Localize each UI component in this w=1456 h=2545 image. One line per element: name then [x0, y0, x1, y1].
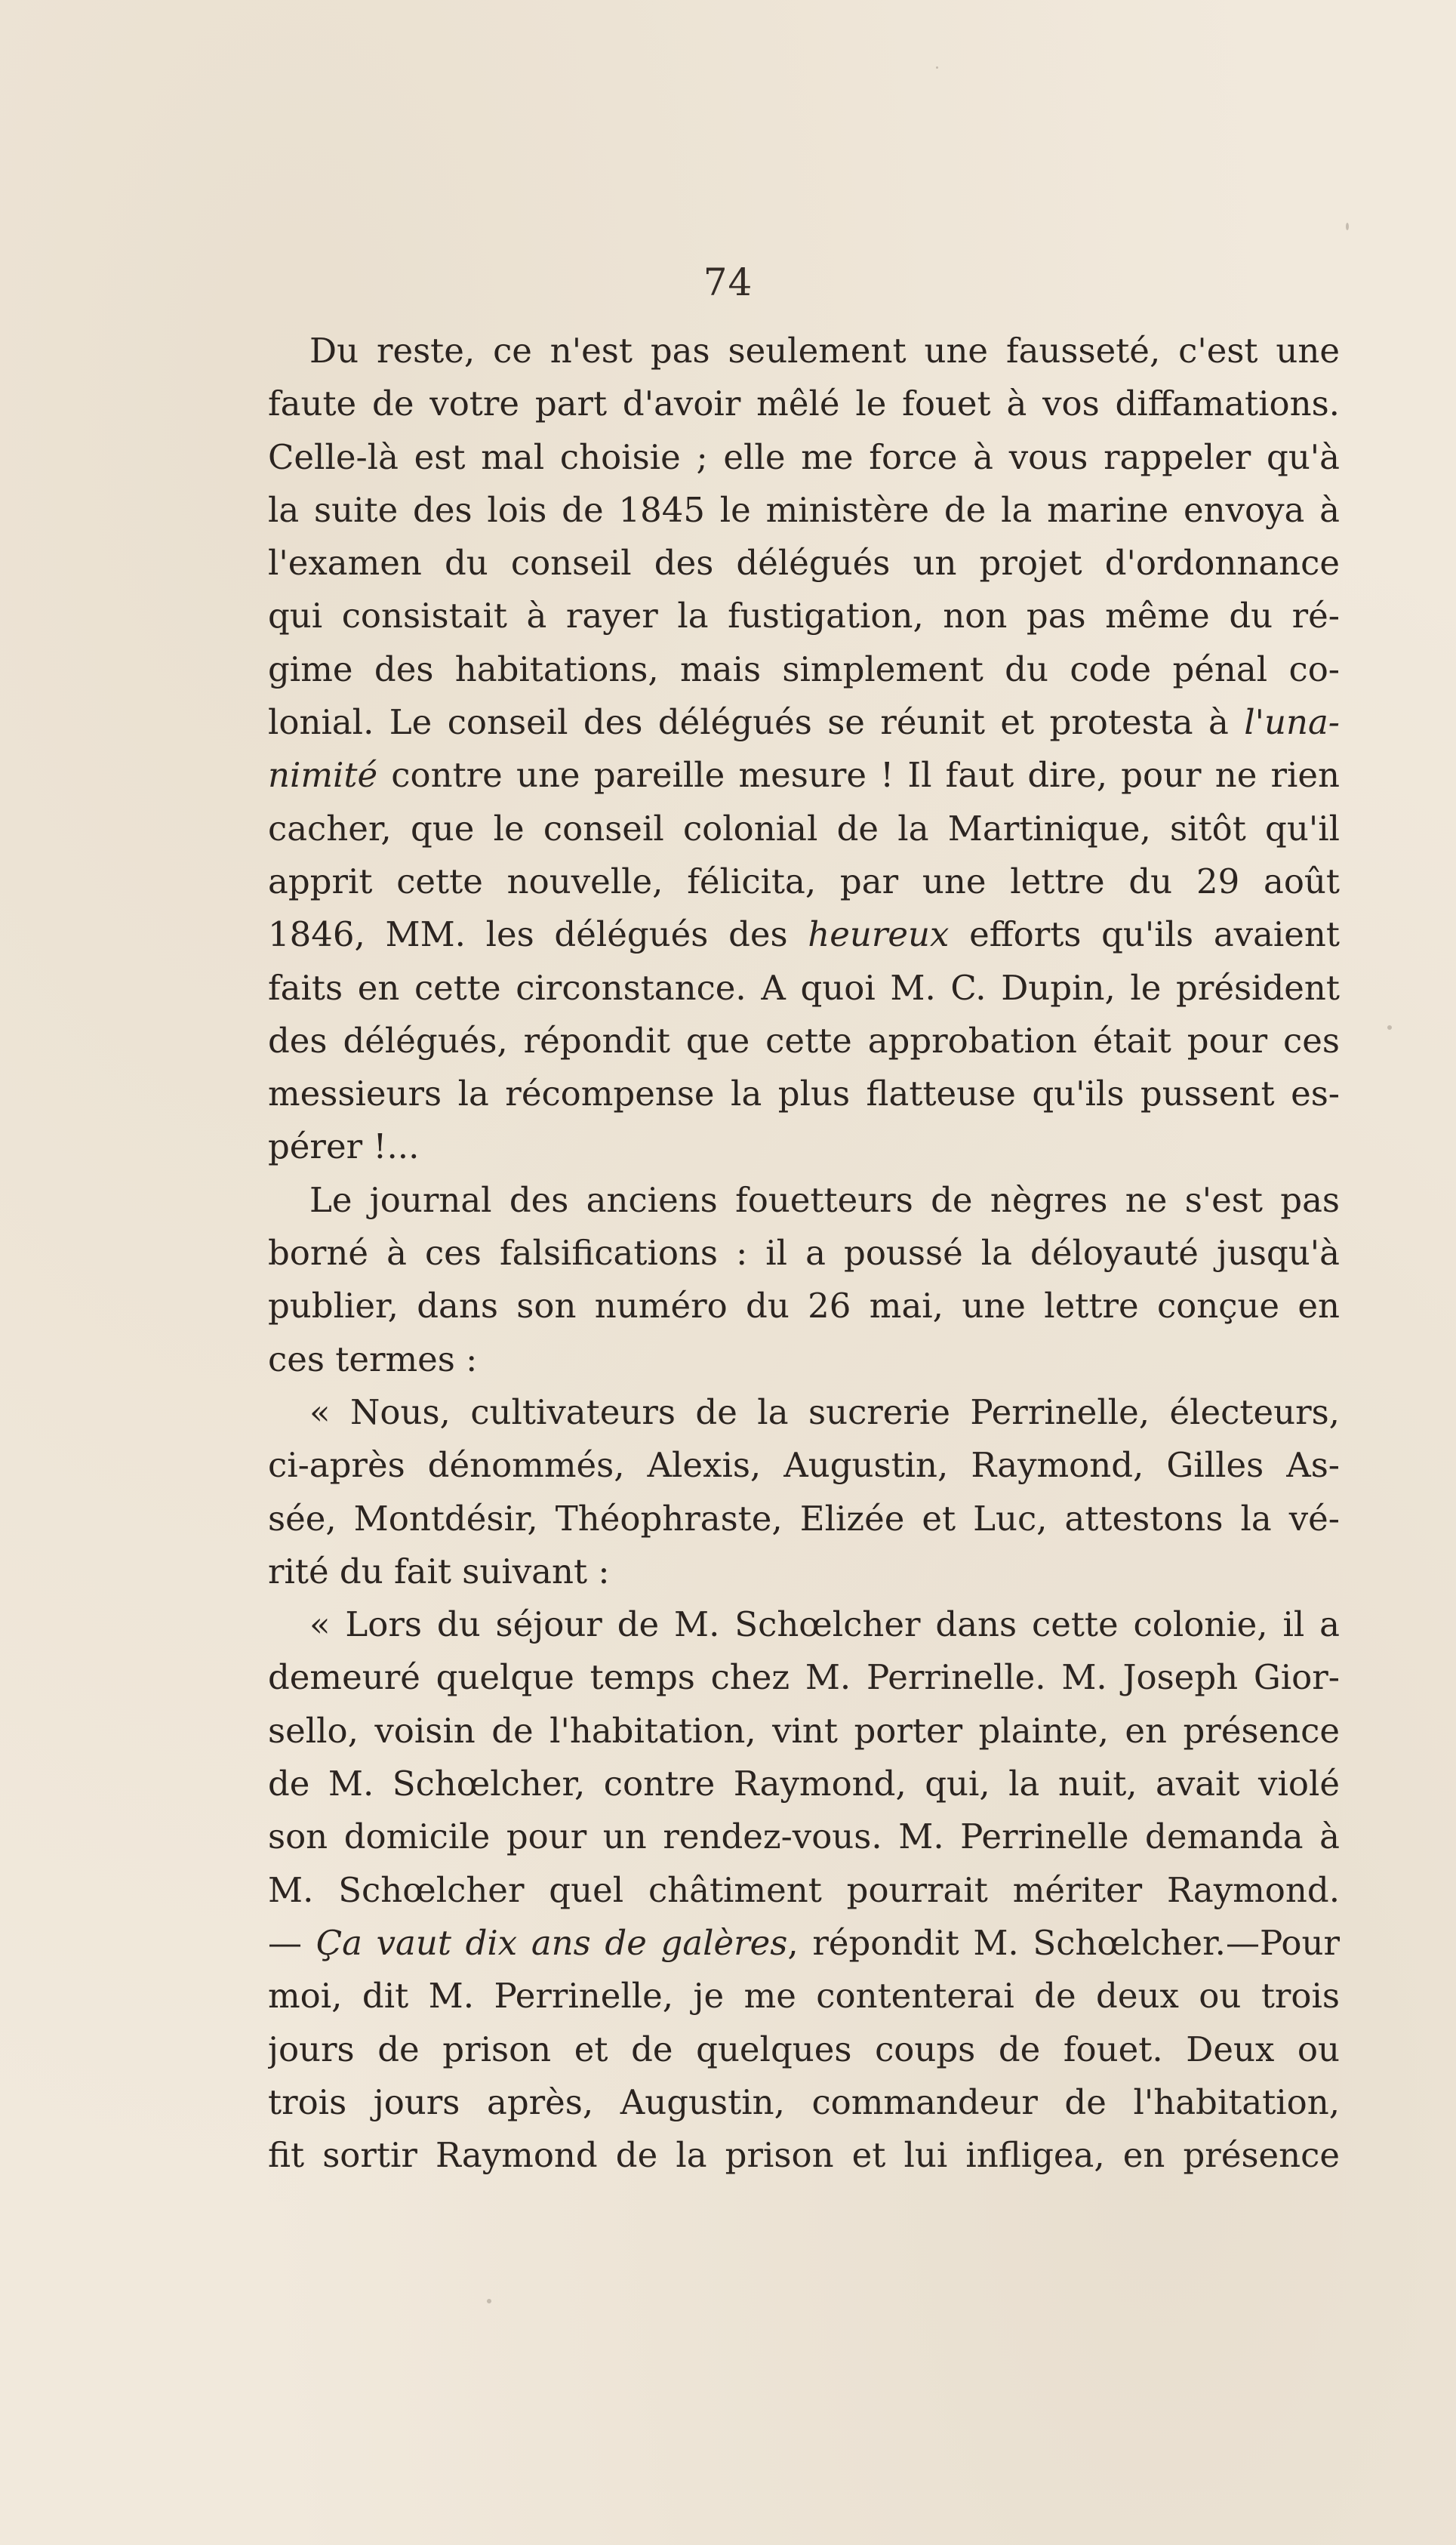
italic-text: nimité: [268, 755, 378, 796]
text-line: sello, voisin de l'habitation, vint porter plainte, en présence: [268, 1710, 1340, 1751]
text-line: Le journal des anciens fouetteurs de nègres ne s'est pas: [309, 1179, 1340, 1220]
text-line: sée, Montdésir, Théophraste, Elizée et Luc, attestons la vé-: [268, 1498, 1340, 1539]
text-line: qui consistait à rayer la fustigation, non pas même du ré-: [268, 596, 1340, 636]
text-segment: efforts qu'ils avaient: [949, 914, 1340, 955]
text-line: des délégués, répondit que cette approbation était pour ces: [268, 1020, 1340, 1061]
paper-speck: [487, 2299, 491, 2303]
text-line: moi, dit M. Perrinelle, je me contenterai de deux ou trois: [268, 1976, 1340, 2017]
page-number: 74: [703, 260, 753, 304]
text-line: demeuré quelque temps chez M. Perrinelle. M. Joseph Gior-: [268, 1657, 1340, 1698]
text-line: jours de prison et de quelques coups de fouet. Deux ou: [268, 2029, 1340, 2069]
paper-speck: [1387, 1025, 1392, 1030]
text-line: pérer !...: [268, 1126, 420, 1167]
paper-speck: [1346, 223, 1349, 230]
text-line: de M. Schœlcher, contre Raymond, qui, la nuit, avait violé: [268, 1764, 1340, 1804]
text-segment: , répondit M. Schœlcher.—Pour: [787, 1922, 1340, 1963]
text-line: ci-après dénommés, Alexis, Augustin, Raymond, Gilles As-: [268, 1445, 1340, 1486]
italic-text: heureux: [808, 914, 950, 955]
italic-text: l'una-: [1244, 702, 1340, 743]
text-line: « Nous, cultivateurs de la sucrerie Perrinelle, électeurs,: [309, 1391, 1340, 1432]
text-line: son domicile pour un rendez-vous. M. Perrinelle demanda à: [268, 1816, 1340, 1857]
text-line: Celle-là est mal choisie ; elle me force à vous rappeler qu'à: [268, 436, 1340, 477]
text-line: [268, 908, 1340, 961]
text-line: M. Schœlcher quel châtiment pourrait mériter Raymond.: [268, 1869, 1340, 1910]
text-line: [268, 696, 1340, 749]
text-line: gime des habitations, mais simplement du code pénal co-: [268, 649, 1340, 689]
text-line: faute de votre part d'avoir mêlé le fouet à vos diffamations.: [268, 384, 1340, 424]
body-text: [268, 325, 1340, 2182]
text-line: [268, 1917, 1340, 1970]
text-segment: lonial. Le conseil des délégués se réunit et protesta à: [268, 702, 1245, 743]
text-line: [268, 749, 1340, 802]
text-line: rité du fait suivant :: [268, 1551, 610, 1591]
text-line: borné à ces falsifications : il a poussé la déloyauté jusqu'à: [268, 1233, 1340, 1274]
text-line: « Lors du séjour de M. Schœlcher dans cette colonie, il a: [309, 1604, 1340, 1645]
text-line: apprit cette nouvelle, félicita, par une lettre du 29 août: [268, 861, 1340, 901]
text-segment: contre une pareille mesure ! Il faut dire, pour ne rien: [377, 755, 1340, 796]
text-line: messieurs la récompense la plus flatteuse qu'ils pussent es-: [268, 1074, 1340, 1114]
italic-text: Ça vaut dix ans de galères: [316, 1922, 788, 1963]
text-line: l'examen du conseil des délégués un projet d'ordonnance: [268, 543, 1340, 584]
text-line: publier, dans son numéro du 26 mai, une lettre conçue en: [268, 1286, 1340, 1326]
text-line: fit sortir Raymond de la prison et lui infligea, en présence: [268, 2135, 1340, 2176]
text-line: Du reste, ce n'est pas seulement une fausseté, c'est une: [309, 331, 1340, 371]
text-line: cacher, que le conseil colonial de la Martinique, sitôt qu'il: [268, 808, 1340, 849]
text-line: trois jours après, Augustin, commandeur de l'habitation,: [268, 2081, 1340, 2122]
text-segment: 1846, MM. les délégués des: [268, 914, 808, 955]
text-line: ces termes :: [268, 1339, 478, 1379]
text-segment: —: [268, 1922, 316, 1963]
text-line: faits en cette circonstance. A quoi M. C. Dupin, le président: [268, 967, 1340, 1008]
text-line: la suite des lois de 1845 le ministère de la marine envoya à: [268, 489, 1340, 530]
paper-speck: [936, 66, 938, 69]
